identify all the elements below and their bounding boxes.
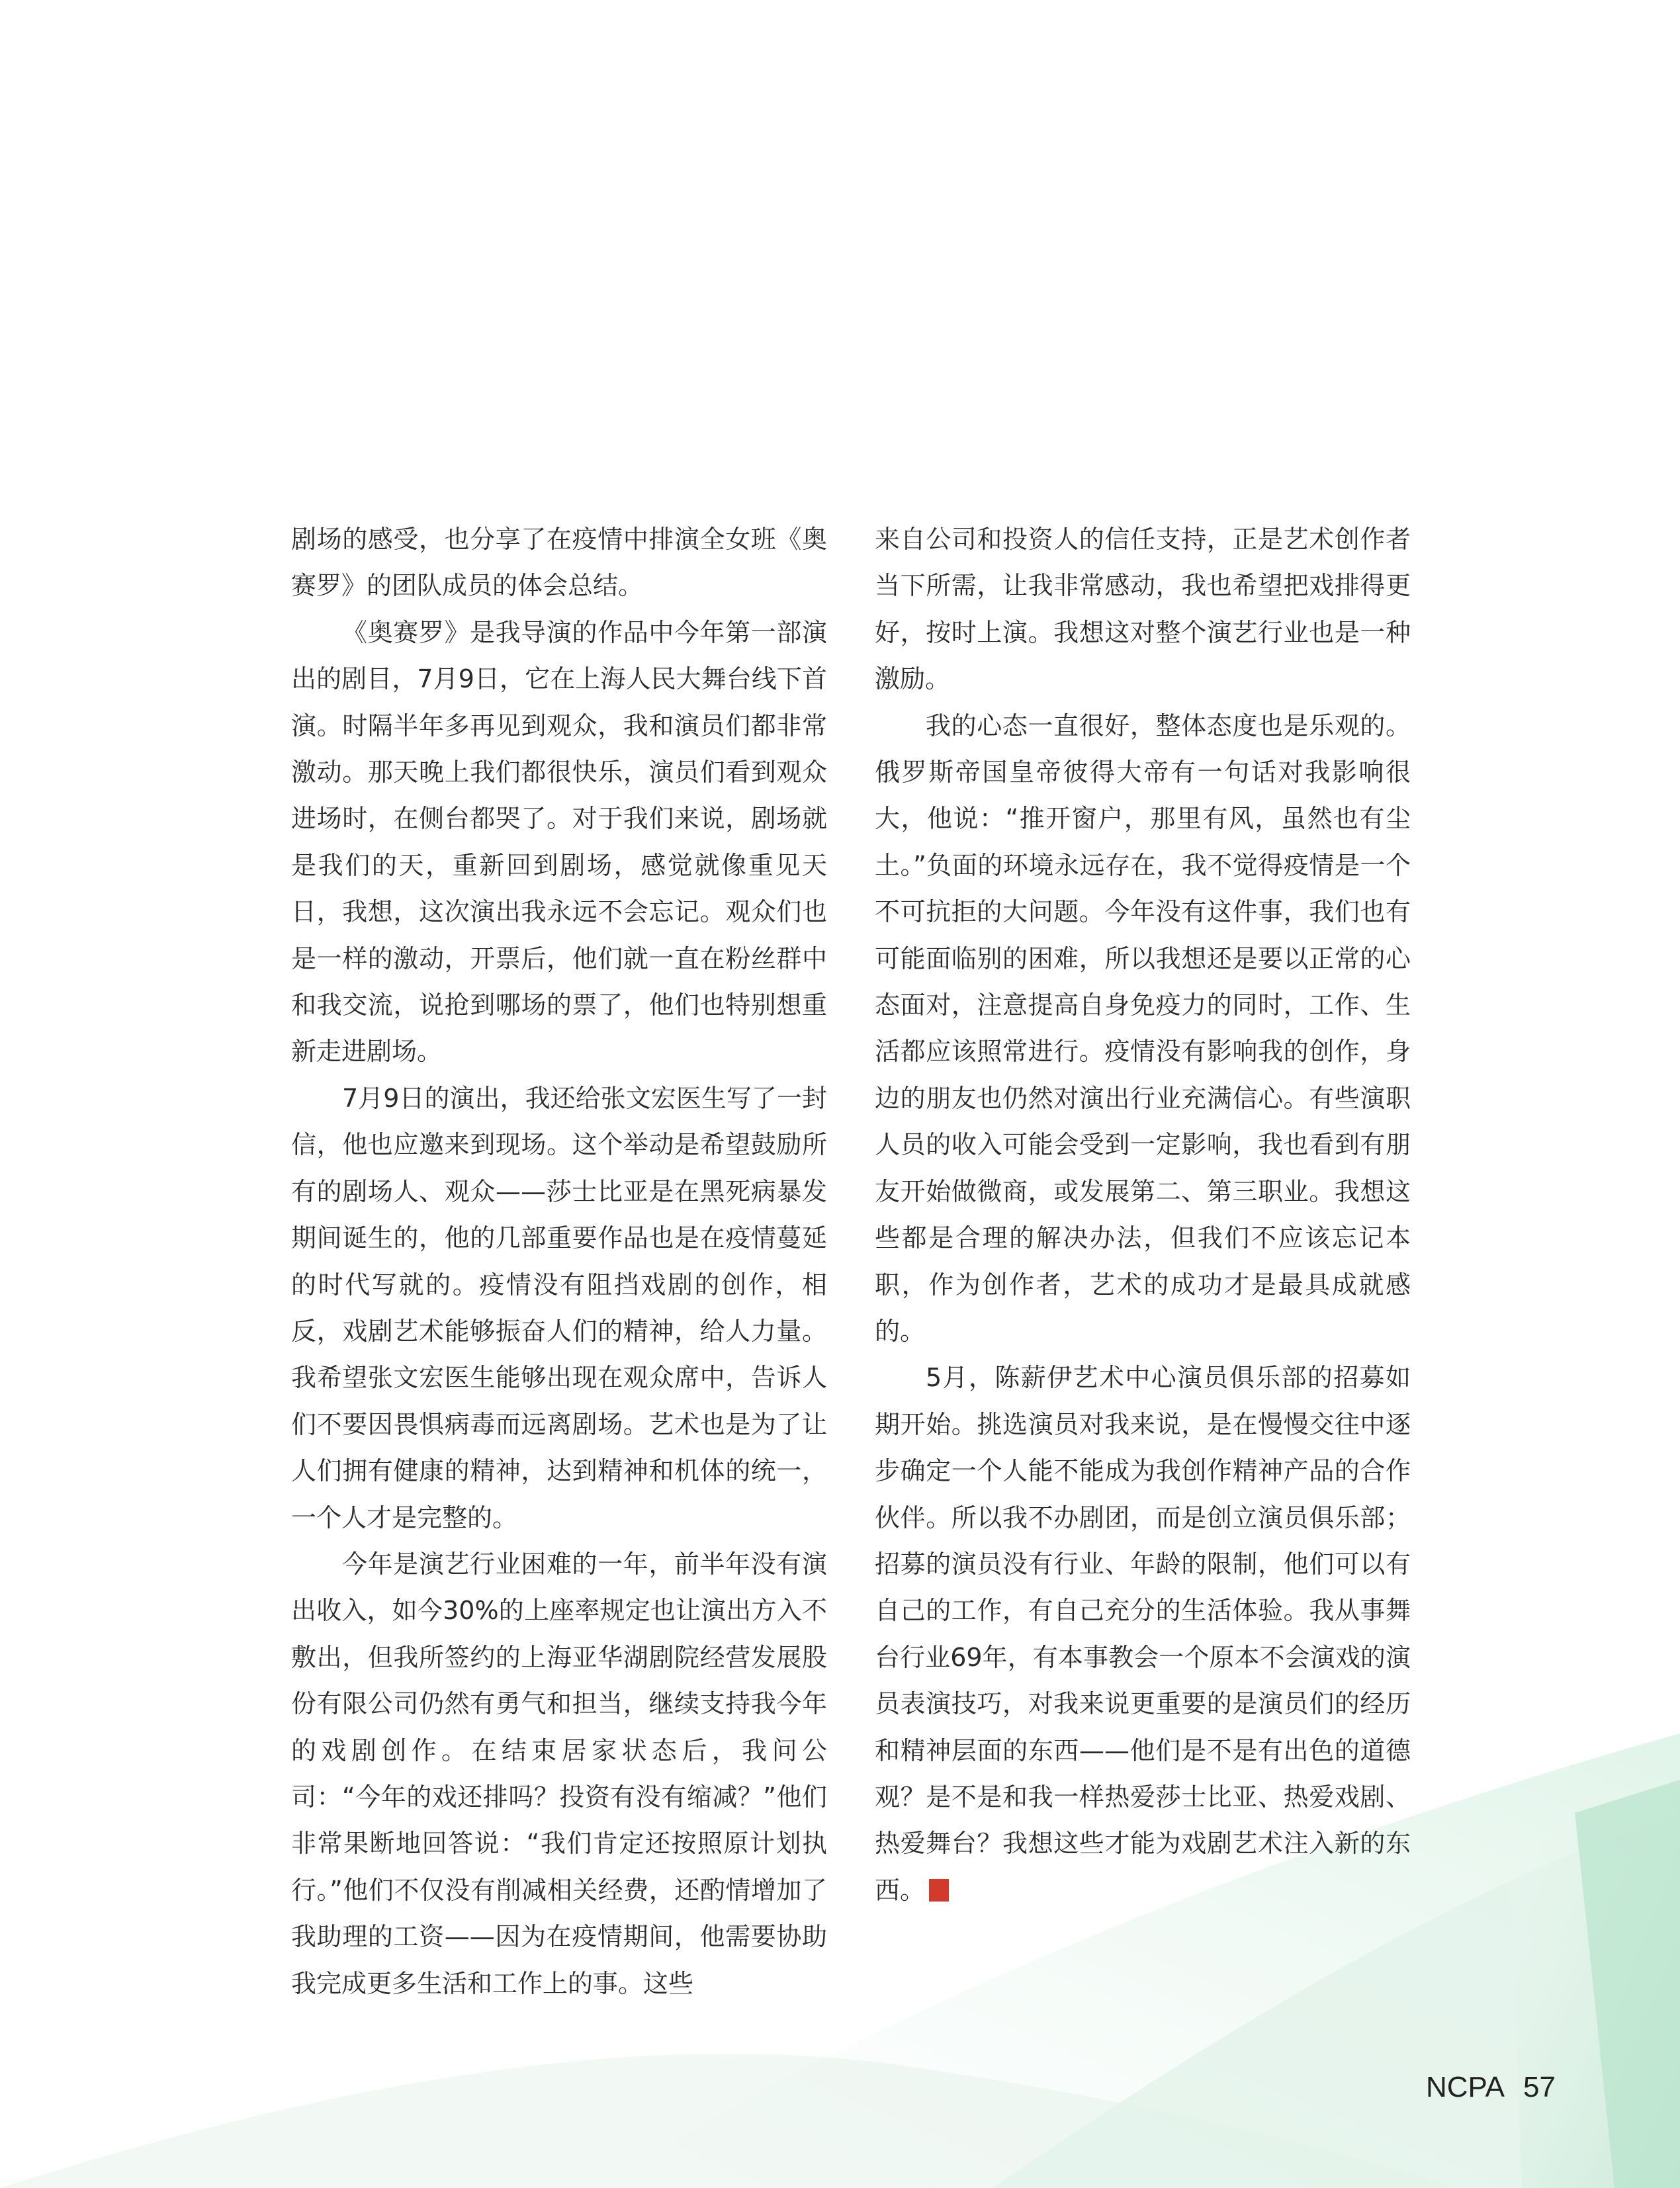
ncpa-end-mark-icon xyxy=(929,1879,949,1902)
paragraph: 今年是演艺行业困难的一年，前半年没有演出收入，如今30%的上座率规定也让演出方入不敷出，但我所签约的上海亚华湖剧院经营发展股份有限公司仍然有勇气和担当，继续支持我今年的戏剧创作。在结束居家状态后，我问公司：“今年的戏还排吗？投资有没有缩减？”他们非常果断地回答说：“我们肯定还按照原计划执行。”他们不仅没有削减相关经费，还酌情增加了我助理的工资——因为在疫情期间，他需要协助我完成更多生活和工作上的事。这些 xyxy=(291,1549,827,1998)
footer-brand: NCPA xyxy=(1426,2071,1505,2103)
paragraph: 我的心态一直很好，整体态度也是乐观的。俄罗斯帝国皇帝彼得大帝有一句话对我影响很大，他说：“推开窗户，那里有风，虽然也有尘土。”负面的环境永远存在，我不觉得疫情是一个不可抗拒的大问题。今年没有这件事，我们也有可能面临别的困难，所以我想还是要以正常的心态面对，注意提高自身免疫力的同时，工作、生活都应该照常进行。疫情没有影响我的创作，身边的朋友也仍然对演出行业充满信心。有些演职人员的收入可能会受到一定影响，我也看到有朋友开始做微商，或发展第二、第三职业。我想这些都是合理的解决办法，但我们不应该忘记本职，作为创作者，艺术的成功才是最具成就感的。 xyxy=(875,711,1411,1346)
article-column-left xyxy=(291,516,827,2007)
page-number: 57 xyxy=(1523,2071,1556,2103)
paragraph: 《奥赛罗》是我导演的作品中今年第一部演出的剧目，7月9日，它在上海人民大舞台线下首演。时隔半年多再见到观众，我和演员们都非常激动。那天晚上我们都很快乐，演员们看到观众进场时，在侧台都哭了。对于我们来说，剧场就是我们的天，重新回到剧场，感觉就像重见天日，我想，这次演出我永远不会忘记。观众们也是一样的激动，开票后，他们就一直在粉丝群中和我交流，说抢到哪场的票了，他们也特别想重新走进剧场。 xyxy=(291,617,827,1067)
paragraph-text: 5月，陈薪伊艺术中心演员俱乐部的招募如期开始。挑选演员对我来说，是在慢慢交往中逐步确定一个人能不能成为我创作精神产品的合作伙伴。所以我不办剧团，而是创立演员俱乐部；招募的演员没有行业、年龄的限制，他们可以有自己的工作，有自己充分的生活体验。我从事舞台行业69年，有本事教会一个原本不会演戏的演员表演技巧，对我来说更重要的是演员们的经历和精神层面的东西——他们是不是有出色的道德观？是不是和我一样热爱莎士比亚、热爱戏剧、热爱舞台？我想这些才能为戏剧艺术注入新的东西。 xyxy=(875,1363,1411,1905)
paragraph: 来自公司和投资人的信任支持，正是艺术创作者当下所需，让我非常感动，我也希望把戏排得更好，按时上演。我想这对整个演艺行业也是一种激励。 xyxy=(875,525,1411,694)
paragraph: 7月9日的演出，我还给张文宏医生写了一封信，他也应邀来到现场。这个举动是希望鼓励所有的剧场人、观众——莎士比亚是在黑死病暴发期间诞生的，他的几部重要作品也是在疫情蔓延的时代写就的。疫情没有阻挡戏剧的创作，相反，戏剧艺术能够振奋人们的精神，给人力量。我希望张文宏医生能够出现在观众席中，告诉人们不要因畏惧病毒而远离剧场。艺术也是为了让人们拥有健康的精神，达到精神和机体的统一，一个人才是完整的。 xyxy=(291,1083,827,1532)
paragraph xyxy=(875,1354,1411,1913)
paragraph: 剧场的感受，也分享了在疫情中排演全女班《奥赛罗》的团队成员的体会总结。 xyxy=(291,525,827,601)
article-column-right xyxy=(875,516,1411,1913)
page-footer xyxy=(1426,2071,1556,2104)
